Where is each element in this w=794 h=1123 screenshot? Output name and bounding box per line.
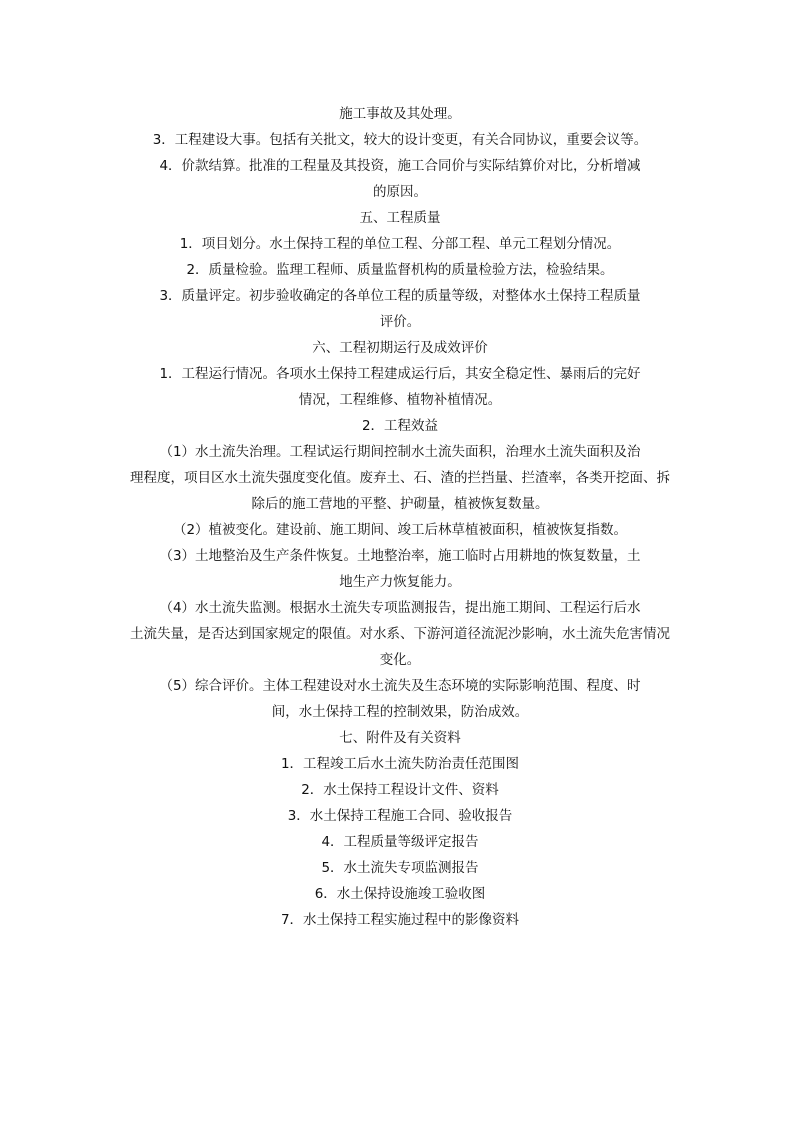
text-line: 情况，工程维修、植物补植情况。 bbox=[298, 392, 502, 408]
section-heading: 七、附件及有关资料 bbox=[339, 730, 461, 746]
section-heading: 五、工程质量 bbox=[359, 210, 441, 226]
text-line: 地生产力恢复能力。 bbox=[339, 574, 461, 590]
text-line: 1．工程运行情况。各项水土保持工程建成运行后，其安全稳定性、暴雨后的完好 bbox=[159, 366, 641, 382]
text-line: 施工事故及其处理。 bbox=[339, 106, 461, 122]
subsection-heading: 2．工程效益 bbox=[361, 418, 439, 434]
text-line: 的原因。 bbox=[373, 184, 427, 200]
text-line: 土流失量，是否达到国家规定的限值。对水系、下游河道径流泥沙影响，水土流失危害情况 bbox=[130, 626, 670, 642]
text-line: 间，水土保持工程的控制效果，防治成效。 bbox=[271, 704, 529, 720]
text-line: （3）土地整治及生产条件恢复。土地整治率，施工临时占用耕地的恢复数量，土 bbox=[159, 548, 641, 564]
text-line: 评价。 bbox=[379, 314, 421, 330]
text-line: （4）水土流失监测。根据水土流失专项监测报告，提出施工期间、工程运行后水 bbox=[159, 600, 641, 616]
attachment-item: 5．水土流失专项监测报告 bbox=[321, 860, 479, 876]
attachment-item: 1．工程竣工后水土流失防治责任范围图 bbox=[280, 756, 520, 772]
text-line: 除后的施工营地的平整、护砌量，植被恢复数量。 bbox=[251, 496, 549, 512]
text-line: 1．项目划分。水土保持工程的单位工程、分部工程、单元工程划分情况。 bbox=[179, 236, 621, 252]
text-line: 2．质量检验。监理工程师、质量监督机构的质量检验方法，检验结果。 bbox=[186, 262, 614, 278]
text-line: （5）综合评价。主体工程建设对水土流失及生态环境的实际影响范围、程度、时 bbox=[159, 678, 641, 694]
attachment-item: 4．工程质量等级评定报告 bbox=[321, 834, 479, 850]
text-line: （1）水土流失治理。工程试运行期间控制水土流失面积，治理水土流失面积及治 bbox=[159, 444, 641, 460]
text-line: 理程度，项目区水土流失强度变化值。废弃土、石、渣的拦挡量、拦渣率，各类开挖面、拆 bbox=[130, 470, 670, 486]
text-line: 3．质量评定。初步验收确定的各单位工程的质量等级，对整体水土保持工程质量 bbox=[159, 288, 641, 304]
text-line: 3．工程建设大事。包括有关批文，较大的设计变更，有关合同协议，重要会议等。 bbox=[152, 132, 648, 148]
attachment-item: 2．水土保持工程设计文件、资料 bbox=[301, 782, 499, 798]
text-line: 4．价款结算。批准的工程量及其投资，施工合同价与实际结算价对比，分析增减 bbox=[159, 158, 641, 174]
attachment-item: 6．水土保持设施竣工验收图 bbox=[314, 886, 486, 902]
text-line: 变化。 bbox=[379, 652, 421, 668]
section-heading: 六、工程初期运行及成效评价 bbox=[312, 340, 488, 356]
text-line: （2）植被变化。建设前、施工期间、竣工后林草植被面积，植被恢复指数。 bbox=[172, 522, 628, 538]
attachment-item: 7．水土保持工程实施过程中的影像资料 bbox=[280, 912, 520, 928]
document-body bbox=[120, 101, 680, 933]
attachment-item: 3．水土保持工程施工合同、验收报告 bbox=[287, 808, 513, 824]
